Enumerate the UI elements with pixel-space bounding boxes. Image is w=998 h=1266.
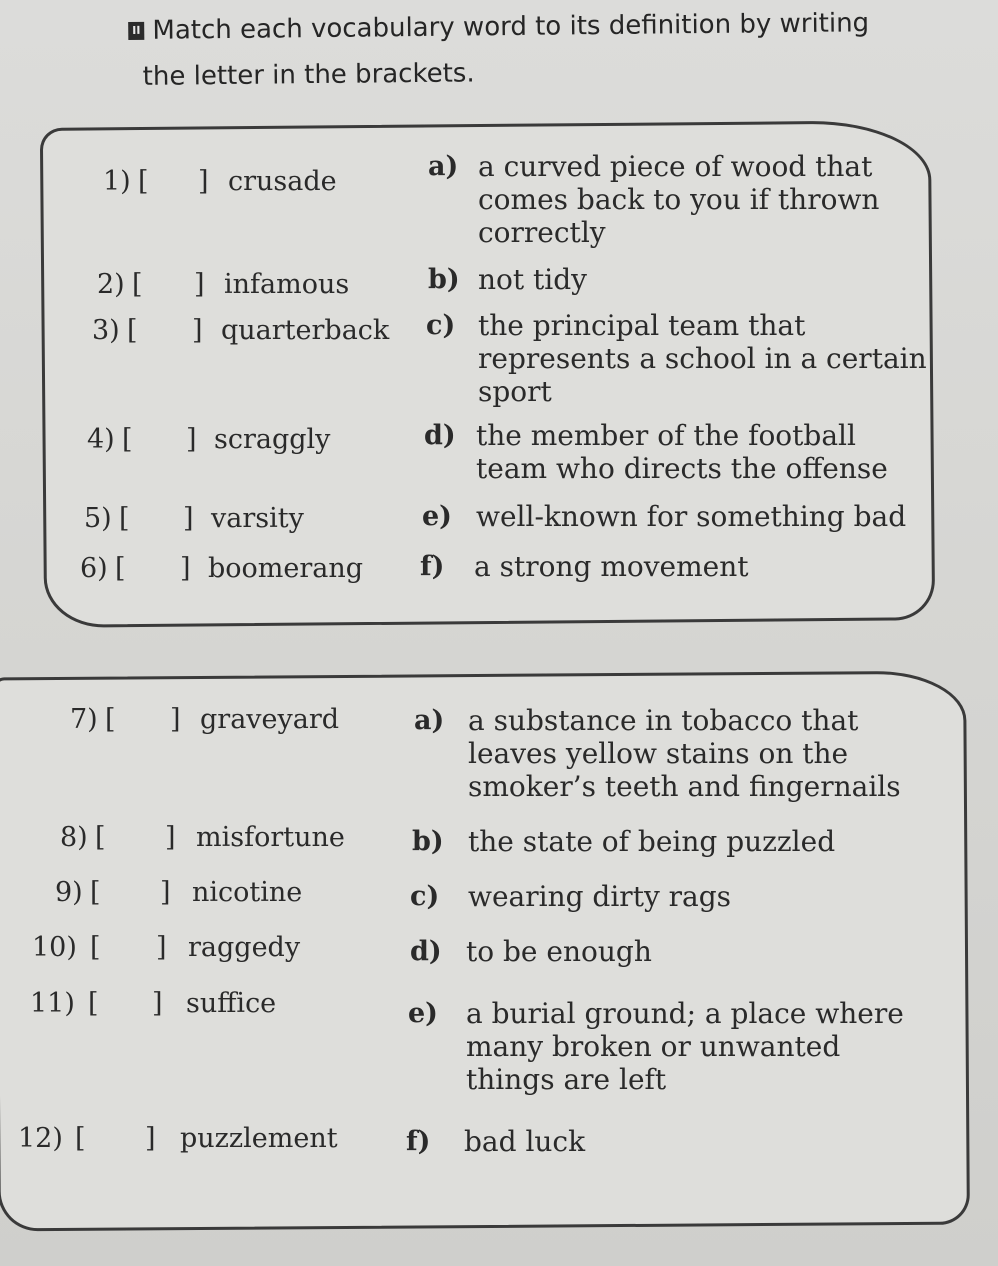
- definition-letter: b): [412, 826, 444, 857]
- vocabulary-word: boomerang: [208, 553, 364, 584]
- definition-text: a burial ground; a place where many broken or unwanted things are left: [466, 997, 904, 1096]
- answer-bracket-close[interactable]: ]: [192, 315, 203, 346]
- definition-text: the state of being puzzled: [468, 825, 836, 858]
- vocabulary-word: graveyard: [200, 704, 340, 735]
- answer-bracket-open[interactable]: [: [95, 822, 106, 853]
- vocabulary-word: scraggly: [214, 424, 331, 455]
- definition-letter: f): [406, 1126, 431, 1157]
- item-number: 2): [97, 269, 125, 300]
- answer-bracket-open[interactable]: [: [88, 988, 99, 1019]
- answer-bracket-close[interactable]: ]: [165, 822, 176, 853]
- answer-bracket-open[interactable]: [: [132, 269, 143, 300]
- instruction: [128, 0, 929, 100]
- instruction-line-1: [128, 0, 928, 54]
- answer-bracket-close[interactable]: ]: [186, 424, 197, 455]
- definition-letter: d): [410, 936, 442, 967]
- definition-letter: f): [420, 551, 445, 582]
- answer-bracket-close[interactable]: ]: [152, 988, 163, 1019]
- item-number: 6): [80, 553, 108, 584]
- answer-bracket-close[interactable]: ]: [180, 553, 191, 584]
- item-number: 12): [18, 1123, 63, 1154]
- vocabulary-word: infamous: [224, 269, 350, 300]
- vocabulary-word: varsity: [211, 503, 304, 534]
- definition-text: the principal team that represents a school in a certain sport: [478, 309, 927, 408]
- answer-bracket-close[interactable]: ]: [194, 269, 205, 300]
- answer-bracket-close[interactable]: ]: [160, 877, 171, 908]
- definition-text: not tidy: [478, 263, 587, 296]
- definition-letter: c): [426, 310, 456, 341]
- answer-bracket-open[interactable]: [: [90, 877, 101, 908]
- item-number: 10): [32, 932, 77, 963]
- definition-letter: a): [428, 151, 459, 182]
- vocabulary-word: puzzlement: [180, 1123, 338, 1154]
- definition-letter: e): [422, 501, 452, 532]
- definition-letter: b): [428, 264, 460, 295]
- item-number: 9): [55, 877, 83, 908]
- vocabulary-word: crusade: [228, 166, 337, 197]
- definition-letter: c): [410, 881, 440, 912]
- definition-text: a substance in tobacco that leaves yellow stains on the smoker’s teeth and fingernails: [468, 704, 901, 803]
- item-number: 11): [30, 988, 75, 1019]
- answer-bracket-open[interactable]: [: [115, 553, 126, 584]
- vocabulary-word: nicotine: [192, 877, 303, 908]
- section-tag: II: [128, 22, 144, 40]
- item-number: 5): [84, 503, 112, 534]
- vocabulary-word: quarterback: [221, 315, 390, 346]
- answer-bracket-open[interactable]: [: [105, 704, 116, 735]
- item-number: 1): [103, 166, 131, 197]
- answer-bracket-close[interactable]: ]: [156, 932, 167, 963]
- vocabulary-word: misfortune: [196, 822, 345, 853]
- definition-text: a strong movement: [474, 550, 749, 583]
- answer-bracket-close[interactable]: ]: [183, 503, 194, 534]
- instruction-text-1: Match each vocabulary word to its definition by writing: [152, 8, 870, 46]
- answer-bracket-close[interactable]: ]: [170, 704, 181, 735]
- item-number: 8): [60, 822, 88, 853]
- answer-bracket-close[interactable]: ]: [145, 1123, 156, 1154]
- definition-letter: d): [424, 420, 456, 451]
- definition-letter: a): [414, 705, 445, 736]
- answer-bracket-open[interactable]: [: [127, 315, 138, 346]
- item-number: 4): [87, 424, 115, 455]
- answer-bracket-close[interactable]: ]: [198, 166, 209, 197]
- answer-bracket-open[interactable]: [: [90, 932, 101, 963]
- definition-text: bad luck: [464, 1125, 586, 1158]
- definition-letter: e): [408, 998, 438, 1029]
- answer-bracket-open[interactable]: [: [138, 166, 149, 197]
- definition-text: the member of the football team who directs the offense: [476, 419, 888, 485]
- item-number: 3): [92, 315, 120, 346]
- answer-bracket-open[interactable]: [: [122, 424, 133, 455]
- definition-text: to be enough: [466, 935, 652, 968]
- definition-text: wearing dirty rags: [468, 880, 732, 913]
- definition-text: a curved piece of wood that comes back to you if thrown correctly: [478, 150, 880, 249]
- vocabulary-word: raggedy: [188, 932, 301, 963]
- definition-text: well-known for something bad: [476, 500, 907, 533]
- item-number: 7): [70, 704, 98, 735]
- vocabulary-word: suffice: [186, 988, 277, 1019]
- instruction-line-2: the letter in the brackets.: [142, 58, 475, 92]
- answer-bracket-open[interactable]: [: [119, 503, 130, 534]
- answer-bracket-open[interactable]: [: [75, 1123, 86, 1154]
